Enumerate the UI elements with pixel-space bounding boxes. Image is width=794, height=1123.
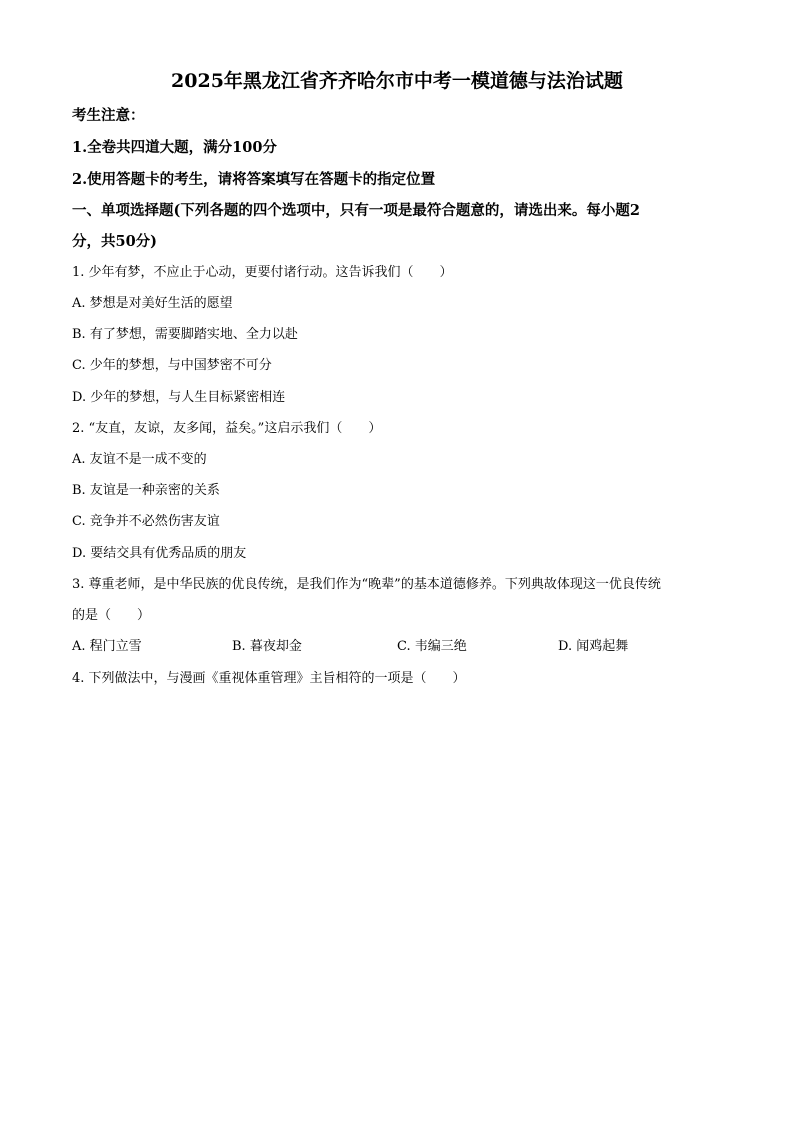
question-3-stem-cont: 的是（ ）	[72, 608, 151, 623]
section-heading: 一、单项选择题(下列各题的四个选项中，只有一项是最符合题意的，请选出来。每小题2	[72, 202, 640, 219]
notice-item-1: 1.全卷共四道大题，满分100分	[72, 139, 277, 156]
notice-heading: 考生注意：	[72, 107, 145, 124]
question-3-option-d: D. 闻鸡起舞	[558, 639, 629, 654]
question-3-option-a: A. 程门立雪	[72, 639, 142, 654]
notice-item-2: 2.使用答题卡的考生，请将答案填写在答题卡的指定位置	[72, 171, 436, 188]
question-2-option-b: B. 友谊是一种亲密的关系	[72, 483, 220, 498]
question-1-stem: 1. 少年有梦，不应止于心动，更要付诸行动。这告诉我们（ ）	[72, 265, 453, 280]
question-3-option-c: C. 韦编三绝	[397, 639, 467, 654]
question-1-option-a: A. 梦想是对美好生活的愿望	[72, 296, 233, 311]
question-4-stem: 4. 下列做法中，与漫画《重视体重管理》主旨相符的一项是（ ）	[72, 671, 466, 686]
question-1-option-d: D. 少年的梦想，与人生目标紧密相连	[72, 390, 286, 405]
question-3-options	[72, 636, 722, 658]
question-1-option-c: C. 少年的梦想，与中国梦密不可分	[72, 358, 272, 373]
question-1-option-b: B. 有了梦想，需要脚踏实地、全力以赴	[72, 327, 298, 342]
question-2-option-c: C. 竞争并不必然伤害友谊	[72, 514, 220, 529]
question-3-option-b: B. 暮夜却金	[232, 639, 302, 654]
question-3-stem: 3. 尊重老师，是中华民族的优良传统，是我们作为“晚辈”的基本道德修养。下列典故体现这一优良传统	[72, 577, 661, 592]
question-2-option-a: A. 友谊不是一成不变的	[72, 452, 207, 467]
question-2-stem: 2. “友直，友谅，友多闻，益矣。”这启示我们（ ）	[72, 421, 382, 436]
exam-title: 2025年黑龙江省齐齐哈尔市中考一模道德与法治试题	[171, 70, 623, 92]
question-2-option-d: D. 要结交具有优秀品质的朋友	[72, 546, 247, 561]
section-heading-cont: 分，共50分)	[72, 233, 158, 250]
